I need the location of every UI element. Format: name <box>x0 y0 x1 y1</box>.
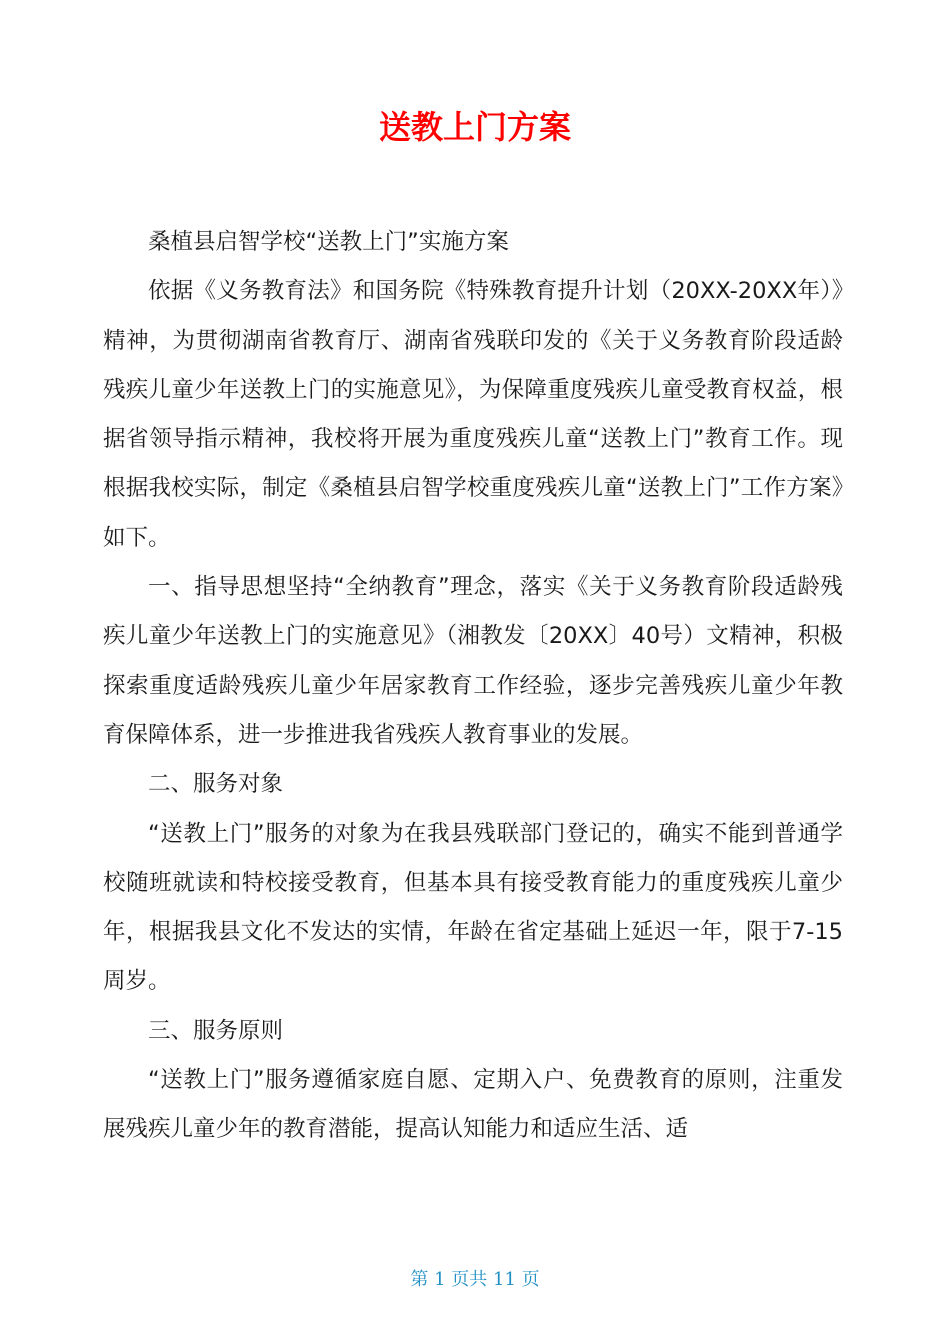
section-heading-service-principles: 三、服务原则 <box>148 1017 284 1044</box>
guiding-principle-paragraph: 一、指导思想坚持“全纳教育”理念，落实《关于义务教育阶段适龄残疾儿童少年送教上门的实施意见》（湘教发〔20XX〕40号）文精神，积极探索重度适龄残疾儿童少年居家教育工作经验，逐步完善残疾儿童少年教育保障体系，进一步推进我省残疾人教育事业的发展。 <box>103 574 843 748</box>
document-title: 送教上门方案 <box>378 108 571 146</box>
service-target-paragraph: “送教上门”服务的对象为在我县残联部门登记的，确实不能到普通学校随班就读和特校接受教育，但基本具有接受教育能力的重度残疾儿童少年，根据我县文化不发达的实情，年龄在省定基础上延迟一年，限于7-15周岁。 <box>103 820 843 995</box>
service-principles-paragraph: “送教上门”服务遵循家庭自愿、定期入户、免费教育的原则，注重发展残疾儿童少年的教育潜能，提高认知能力和适应生活、适 <box>103 1067 843 1143</box>
page-number-footer: 第 1 页共 11 页 <box>410 1269 540 1290</box>
subtitle-paragraph: 桑植县启智学校“送教上门”实施方案 <box>148 229 509 255</box>
section-heading-service-target: 二、服务对象 <box>148 771 284 798</box>
document-body <box>103 218 843 1155</box>
intro-paragraph: 依据《义务教育法》和国务院《特殊教育提升计划（20XX-20XX年）》精神，为贯彻湖南省教育厅、湖南省残联印发的《关于义务教育阶段适龄残疾儿童少年送教上门的实施意见》，为保障重度残疾儿童受教育权益，根据省领导指示精神，我校将开展为重度残疾儿童“送教上门”教育工作。现根据我校实际，制定《桑植县启智学校重度残疾儿童“送教上门”工作方案》如下。 <box>103 278 843 551</box>
